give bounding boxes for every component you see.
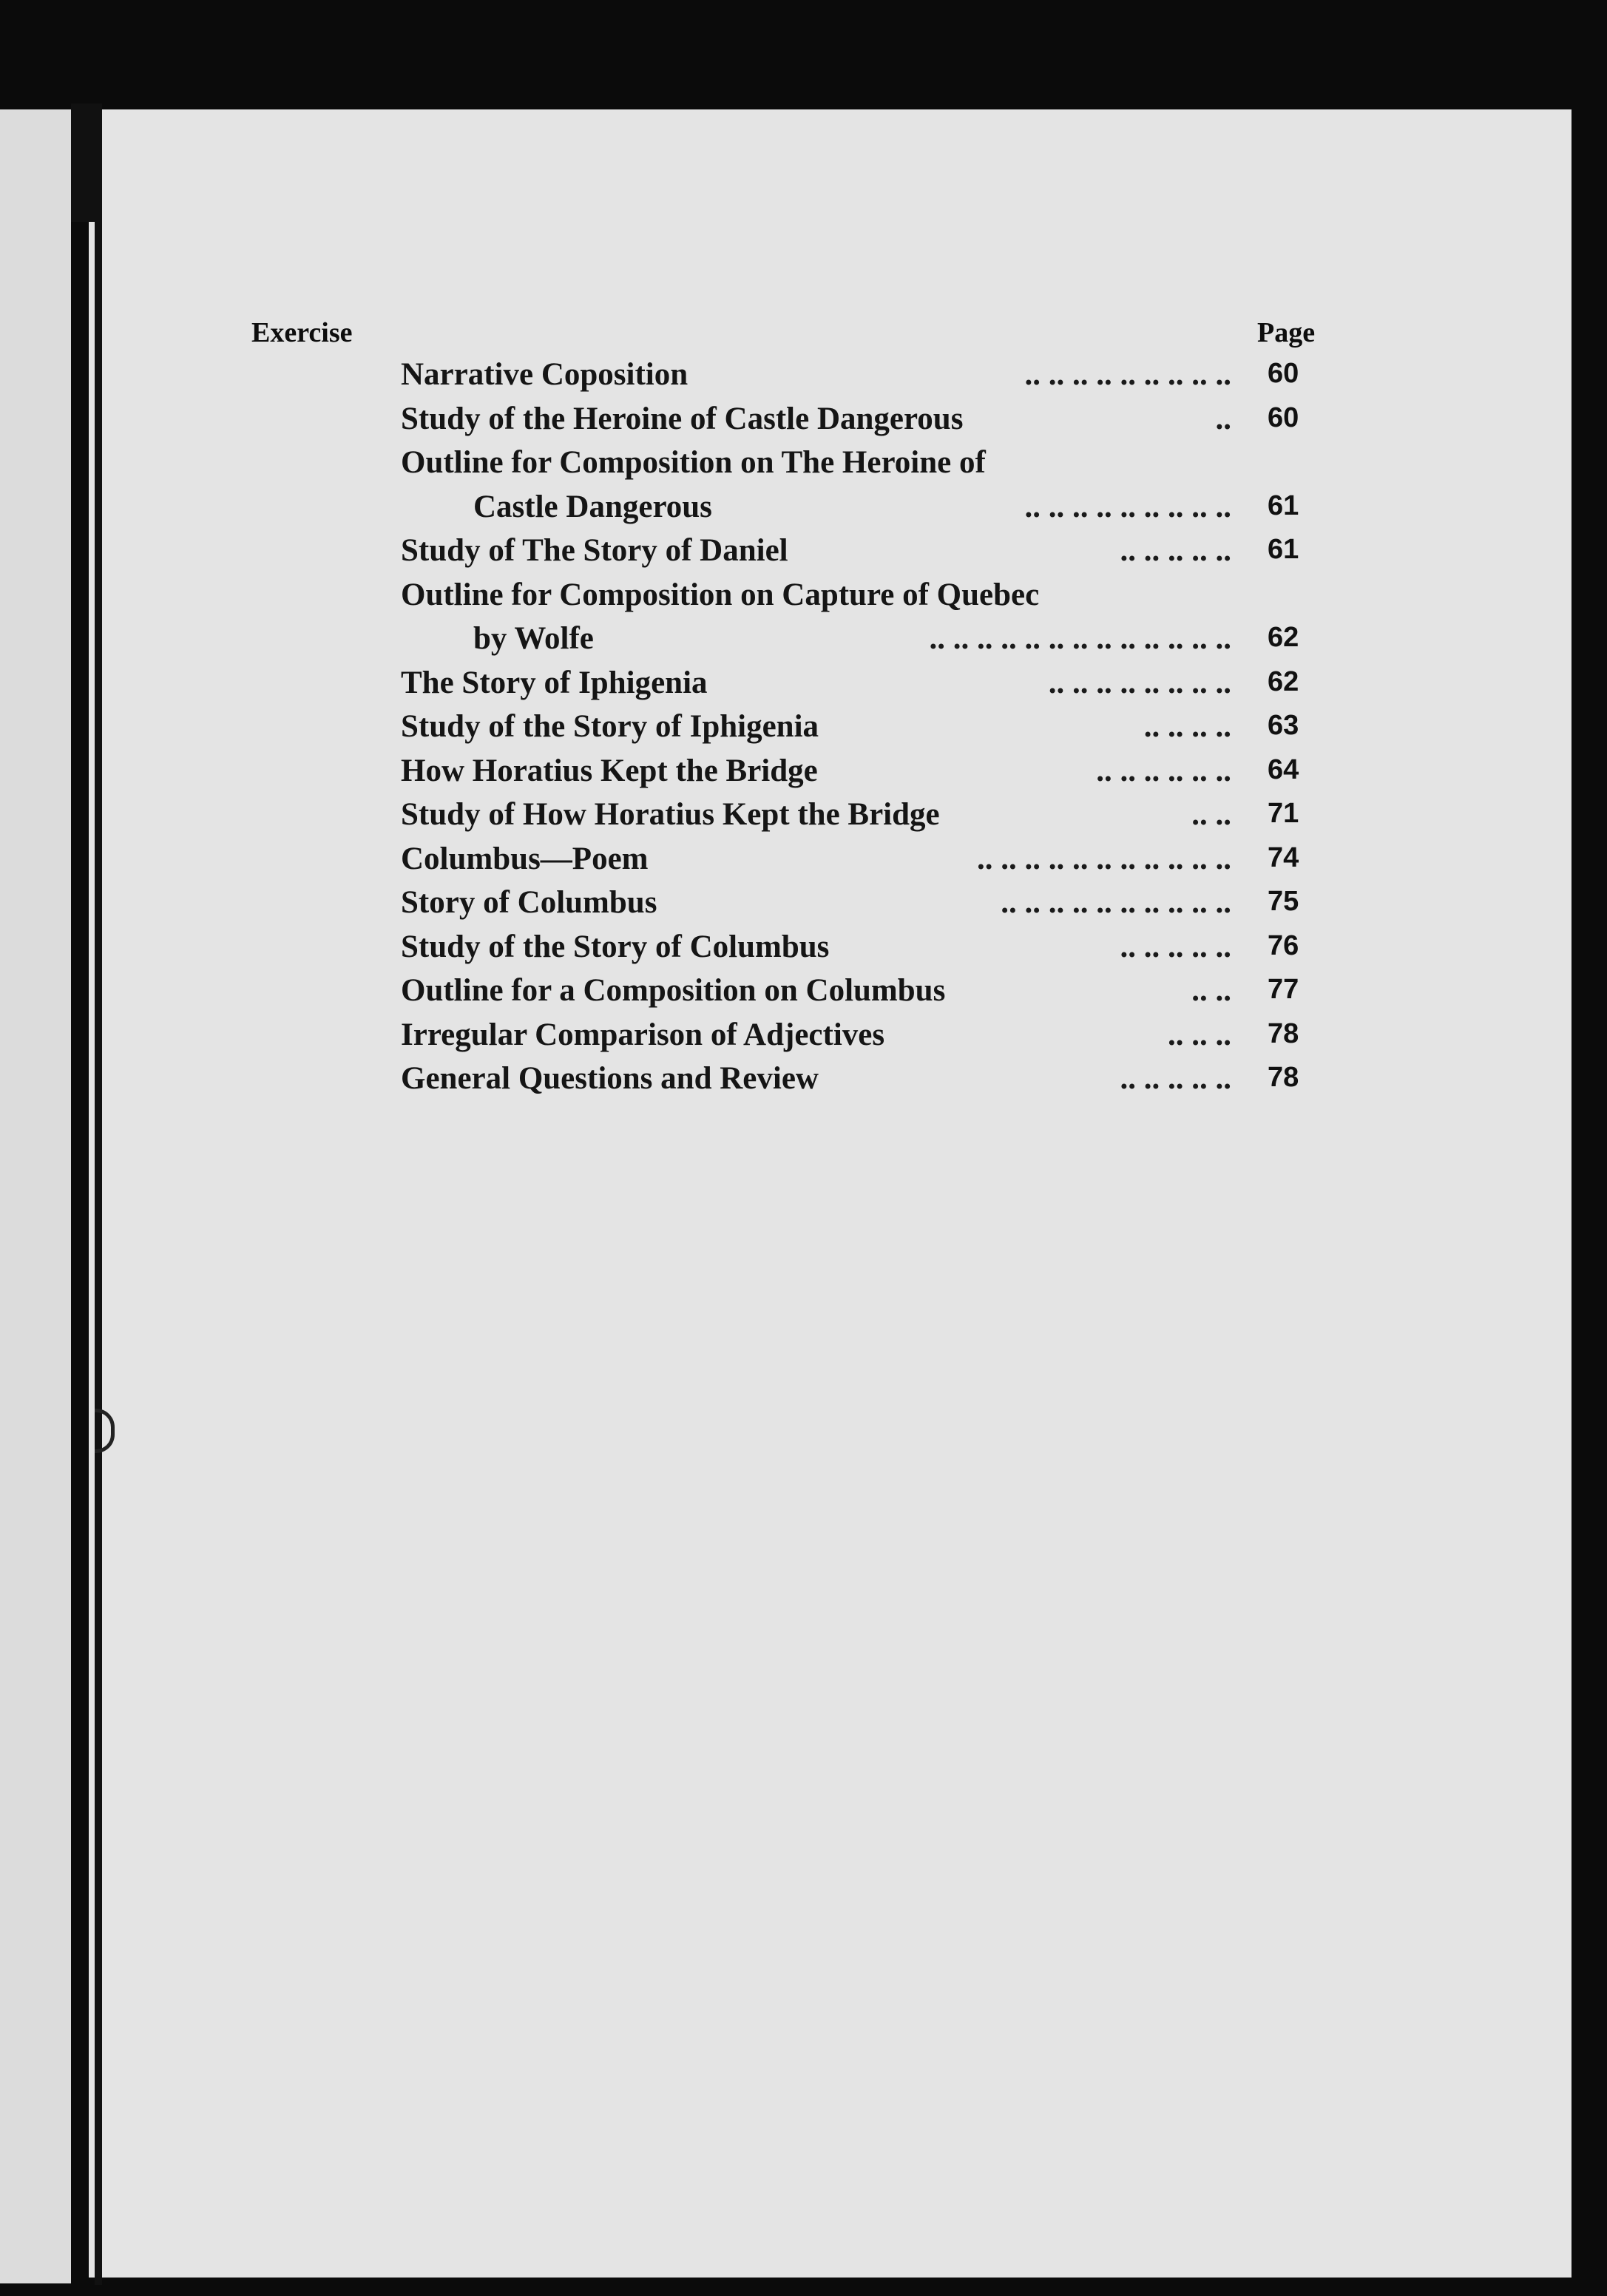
toc-leader-dots: .. bbox=[1215, 401, 1231, 436]
toc-page-number: 71 bbox=[1268, 798, 1299, 829]
toc-page-number: 77 bbox=[1268, 974, 1299, 1005]
book-spine bbox=[95, 104, 102, 2285]
facing-page-edge bbox=[0, 109, 71, 2283]
toc-page-number: 78 bbox=[1268, 1017, 1299, 1049]
toc-page-number: 64 bbox=[1268, 754, 1299, 785]
toc-entry-title: How Horatius Kept the Bridge bbox=[401, 753, 818, 788]
toc-leader-dots: .. .. .. .. .. .. .. .. .. .. .. bbox=[977, 841, 1231, 876]
toc-entry-title: Outline for a Composition on Columbus bbox=[401, 973, 946, 1008]
toc-page-number: 63 bbox=[1268, 710, 1299, 741]
toc-page-number: 61 bbox=[1268, 490, 1299, 521]
toc-entry-continuation: Castle Dangerous bbox=[473, 489, 712, 524]
toc-leader-dots: .. .. .. .. bbox=[1143, 709, 1231, 744]
toc-entry-title: The Story of Iphigenia bbox=[401, 665, 708, 700]
toc-entry-title: General Questions and Review bbox=[401, 1061, 819, 1096]
toc-leader-dots: .. .. .. .. .. .. .. .. .. bbox=[1024, 357, 1231, 392]
toc-leader-dots: .. .. .. .. .. .. .. .. .. .. bbox=[1001, 885, 1231, 920]
toc-leader-dots: .. .. bbox=[1191, 973, 1231, 1008]
toc-entry-title: Columbus—Poem bbox=[401, 841, 649, 876]
page-column-header: Page bbox=[1257, 317, 1316, 348]
toc-entry-title: Outline for Composition on Capture of Quebec bbox=[401, 577, 1040, 612]
exercise-column-header: Exercise bbox=[251, 317, 353, 348]
toc-page-number: 61 bbox=[1268, 534, 1299, 565]
toc-entry-title: Irregular Comparison of Adjectives bbox=[401, 1017, 885, 1052]
toc-leader-dots: .. .. bbox=[1191, 797, 1231, 832]
toc-entry-title: Outline for Composition on The Heroine of bbox=[401, 445, 986, 480]
toc-entry-title: Study of the Story of Columbus bbox=[401, 929, 830, 964]
toc-leader-dots: .. .. .. .. .. .. bbox=[1096, 753, 1231, 788]
toc-leader-dots: .. .. .. .. .. .. .. .. bbox=[1048, 665, 1231, 700]
toc-page-number: 74 bbox=[1268, 841, 1299, 873]
toc-page-number: 62 bbox=[1268, 622, 1299, 653]
toc-page-number: 76 bbox=[1268, 929, 1299, 961]
toc-page-number: 60 bbox=[1268, 402, 1299, 433]
toc-page-number: 78 bbox=[1268, 1062, 1299, 1093]
toc-entry-title: Narrative Coposition bbox=[401, 357, 689, 392]
toc-entry-title: Study of The Story of Daniel bbox=[401, 533, 788, 568]
toc-entry-title: Story of Columbus bbox=[401, 885, 657, 920]
toc-page-number: 60 bbox=[1268, 358, 1299, 389]
toc-leader-dots: .. .. .. .. .. .. .. .. .. .. .. .. .. bbox=[929, 621, 1231, 656]
toc-leader-dots: .. .. .. bbox=[1168, 1017, 1231, 1052]
toc-entry-continuation: by Wolfe bbox=[473, 621, 594, 656]
toc-entry-title: Study of the Story of Iphigenia bbox=[401, 709, 819, 744]
toc-leader-dots: .. .. .. .. .. .. .. .. .. bbox=[1024, 489, 1231, 524]
toc-leader-dots: .. .. .. .. .. bbox=[1120, 929, 1231, 964]
toc-leader-dots: .. .. .. .. .. bbox=[1120, 533, 1231, 568]
toc-page-number: 62 bbox=[1268, 666, 1299, 697]
toc-leader-dots: .. .. .. .. .. bbox=[1120, 1061, 1231, 1096]
toc-entry-title: Study of the Heroine of Castle Dangerous bbox=[401, 401, 964, 436]
toc-page-number: 75 bbox=[1268, 886, 1299, 917]
toc-entry-title: Study of How Horatius Kept the Bridge bbox=[401, 797, 940, 832]
